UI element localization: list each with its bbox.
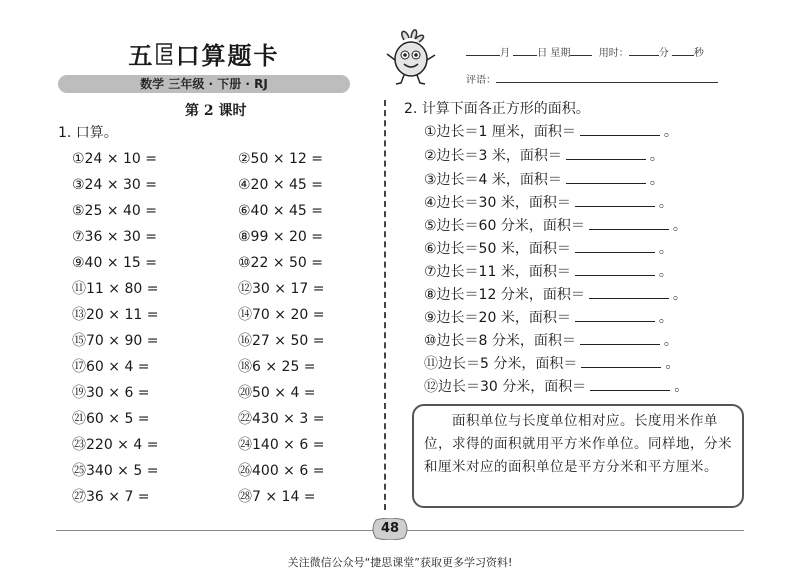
evaluation-line (466, 71, 726, 86)
weekday-blank (570, 46, 592, 56)
calc-item: ⑰60 × 4 = (72, 359, 150, 375)
answer-blank[interactable] (589, 216, 669, 230)
tip-box: 面积单位与长度单位相对应。长度用米作单位，求得的面积就用平方米作单位。同样地，分米和厘米对应的面积单位是平方分米和平方厘米。 (412, 404, 744, 508)
area-item: ③边长＝4 米，面积＝ 。 (424, 172, 664, 188)
calc-item: ⑲30 × 6 = (72, 385, 150, 401)
calc-item: ⑥40 × 45 = (238, 203, 323, 219)
answer-blank[interactable] (575, 193, 655, 207)
date-time-line (466, 44, 726, 59)
calc-item: ⑨40 × 15 = (72, 255, 157, 271)
title-e-logo: E (154, 38, 176, 71)
day-blank (513, 46, 537, 56)
area-item: ⑫边长＝30 分米，面积＝ 。 (424, 379, 689, 395)
answer-blank[interactable] (566, 170, 646, 184)
calc-item: ㉒430 × 3 = (238, 411, 325, 427)
calc-item: ⑱6 × 25 = (238, 359, 316, 375)
area-item: ⑧边长＝12 分米，面积＝ 。 (424, 287, 687, 303)
calc-item: ㉕340 × 5 = (72, 463, 159, 479)
answer-blank[interactable] (575, 239, 655, 253)
calc-item: ⑮70 × 90 = (72, 333, 159, 349)
answer-blank[interactable] (589, 285, 669, 299)
calc-item: ⑤25 × 40 = (72, 203, 157, 219)
minute-blank (629, 46, 659, 56)
area-item: ⑩边长＝8 分米，面积＝ 。 (424, 333, 678, 349)
section2-title: 2. 计算下面各正方形的面积。 (404, 101, 590, 117)
evaluation-blank (496, 73, 718, 83)
minute-label: 分 (658, 48, 669, 59)
area-item: ⑨边长＝20 米，面积＝ 。 (424, 310, 673, 326)
answer-blank[interactable] (575, 308, 655, 322)
calc-item: ⑫30 × 17 = (238, 281, 325, 297)
area-item: ⑤边长＝60 分米，面积＝ 。 (424, 218, 687, 234)
second-label: 秒 (693, 48, 704, 59)
calc-item: ㉖400 × 6 = (238, 463, 325, 479)
lesson-title: 第 2 课时 (185, 103, 247, 119)
area-item: ④边长＝30 米，面积＝ 。 (424, 195, 673, 211)
column-divider (384, 100, 386, 510)
radish-mascot-icon (382, 26, 440, 86)
title-prefix: 五 (128, 42, 155, 70)
footer-text: 关注微信公众号“捷思课堂”获取更多学习资料! (287, 556, 513, 569)
calc-item: ㉗36 × 7 = (72, 489, 150, 505)
month-label: 月 (500, 48, 510, 59)
month-blank (466, 46, 500, 56)
subject-bar: 数学 三年级 · 下册 · RJ (58, 75, 350, 93)
time-used-label: 用时： (598, 48, 629, 59)
calc-item: ㉘7 × 14 = (238, 489, 316, 505)
second-blank (672, 46, 694, 56)
calc-item: ⑳50 × 4 = (238, 385, 316, 401)
answer-blank[interactable] (580, 122, 660, 136)
answer-blank[interactable] (581, 354, 661, 368)
calc-item: ②50 × 12 = (238, 151, 323, 167)
calc-item: ⑩22 × 50 = (238, 255, 323, 271)
calc-item: ⑧99 × 20 = (238, 229, 323, 245)
answer-blank[interactable] (575, 262, 655, 276)
title-block (58, 40, 350, 93)
calc-item: ㉓220 × 4 = (72, 437, 159, 453)
calc-item: ⑪11 × 80 = (72, 281, 159, 297)
title-suffix: 口算题卡 (175, 42, 280, 70)
calc-item: ⑭70 × 20 = (238, 307, 325, 323)
answer-blank[interactable] (580, 331, 660, 345)
weekday-label: 星期 (550, 48, 571, 59)
calc-item: ⑬20 × 11 = (72, 307, 159, 323)
area-item: ⑦边长＝11 米，面积＝ 。 (424, 264, 673, 280)
page-number: 48 (380, 521, 400, 536)
area-item: ①边长＝1 厘米，面积＝ 。 (424, 124, 678, 140)
answer-blank[interactable] (590, 377, 670, 391)
area-item: ⑥边长＝50 米，面积＝ 。 (424, 241, 673, 257)
calc-item: ㉑60 × 5 = (72, 411, 150, 427)
area-item: ②边长＝3 米，面积＝ 。 (424, 148, 664, 164)
calc-item: ⑦36 × 30 = (72, 229, 157, 245)
page-title (58, 40, 350, 71)
evaluation-label: 评语： (466, 75, 496, 86)
calc-item: ③24 × 30 = (72, 177, 157, 193)
calc-item: ④20 × 45 = (238, 177, 323, 193)
area-item: ⑪边长＝5 分米，面积＝ 。 (424, 356, 680, 372)
header-info (466, 44, 726, 86)
answer-blank[interactable] (566, 146, 646, 160)
calc-item: ①24 × 10 = (72, 151, 157, 167)
calc-item: ⑯27 × 50 = (238, 333, 325, 349)
calc-item: ㉔140 × 6 = (238, 437, 325, 453)
section1-title: 1. 口算。 (58, 125, 118, 141)
day-label: 日 (537, 48, 548, 59)
